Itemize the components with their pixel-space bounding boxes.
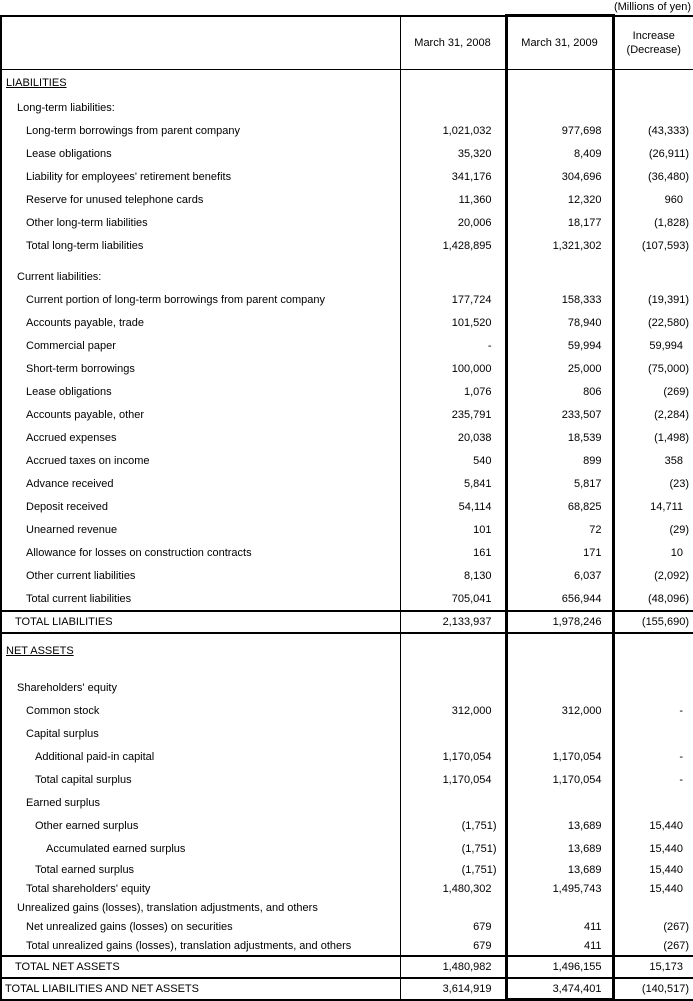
row-label: Liability for employees' retirement benefits — [1, 165, 400, 188]
value-2009: 1,496,155 — [506, 956, 613, 978]
value-2008: 177,724 — [451, 293, 492, 306]
value-change — [613, 668, 693, 676]
value-change: (1,498) — [654, 431, 689, 444]
value-2009: 1,978,246 — [506, 611, 613, 633]
value-change: 15,440 — [649, 819, 683, 832]
value-2009: 411 — [506, 917, 613, 936]
value-2009: 977,698 — [506, 119, 613, 142]
value-2008: 11,360 — [458, 193, 492, 206]
value-change — [613, 257, 693, 265]
value-2009 — [506, 633, 613, 668]
value-2009 — [506, 791, 613, 814]
table-row — [1, 611, 693, 633]
value-2008: 20,038 — [457, 431, 492, 444]
value-change — [613, 722, 693, 745]
value-2008: 1,428,895 — [442, 239, 492, 252]
table-row — [1, 119, 693, 142]
table-row — [1, 96, 693, 119]
table-row — [1, 587, 693, 611]
value-change: 59,994 — [649, 339, 683, 352]
row-label: Current portion of long-term borrowings from parent company — [1, 288, 400, 311]
value-2009: 899 — [506, 449, 613, 472]
value-2009: 411 — [506, 936, 613, 956]
value-2008: 2,133,937 — [400, 611, 506, 633]
row-label: Short-term borrowings — [1, 357, 400, 380]
table-row — [1, 898, 693, 917]
row-label: Common stock — [1, 699, 400, 722]
row-label: Unrealized gains (losses), translation adjustments, and others — [1, 898, 400, 917]
value-2009 — [506, 265, 613, 288]
value-2008 — [400, 791, 506, 814]
row-label: Other earned surplus — [1, 814, 400, 837]
value-2009: 171 — [506, 541, 613, 564]
value-2008 — [400, 722, 506, 745]
column-header-2009: March 31, 2009 — [506, 16, 613, 70]
table-row — [1, 265, 693, 288]
value-2009 — [506, 722, 613, 745]
row-label: Accounts payable, trade — [1, 311, 400, 334]
value-change: (140,517) — [613, 978, 693, 1000]
row-label: Total shareholders' equity — [1, 879, 400, 898]
value-change: 358 — [664, 454, 683, 467]
value-change — [613, 791, 693, 814]
value-2008: 8,130 — [463, 569, 492, 582]
value-2009: 8,409 — [506, 142, 613, 165]
row-label: Shareholders' equity — [1, 676, 400, 699]
row-label: Capital surplus — [1, 722, 400, 745]
value-change: (43,333) — [648, 124, 689, 137]
value-2008 — [400, 70, 506, 97]
table-row — [1, 978, 693, 1000]
value-2008: 101 — [473, 523, 492, 536]
value-2008: - — [487, 339, 492, 352]
table-row — [1, 814, 693, 837]
value-2009: 233,507 — [506, 403, 613, 426]
table-body — [1, 70, 693, 1000]
value-2008: 3,614,919 — [400, 978, 506, 1000]
value-2008: 20,006 — [457, 216, 492, 229]
row-label: Current liabilities: — [1, 265, 400, 288]
row-label: LIABILITIES — [1, 70, 400, 97]
value-change: (2,092) — [654, 569, 689, 582]
table-row — [1, 449, 693, 472]
value-change: (75,000) — [648, 362, 689, 375]
value-2008: 1,170,054 — [442, 750, 492, 763]
row-label: Allowance for losses on construction contracts — [1, 541, 400, 564]
value-2008: 1,021,032 — [442, 124, 492, 137]
value-change: (29) — [669, 523, 689, 536]
value-2008 — [400, 96, 506, 119]
value-change: 960 — [664, 193, 683, 206]
header-row — [1, 16, 693, 70]
value-2008: 540 — [473, 454, 492, 467]
value-2009 — [506, 668, 613, 676]
value-change: 10 — [670, 546, 683, 559]
row-label: TOTAL LIABILITIES — [1, 611, 400, 633]
value-change: 15,440 — [649, 882, 683, 895]
table-row — [1, 211, 693, 234]
table-row — [1, 541, 693, 564]
value-change: 14,711 — [650, 500, 683, 513]
row-label: Reserve for unused telephone cards — [1, 188, 400, 211]
balance-sheet-document — [0, 1, 693, 1001]
value-2009 — [506, 257, 613, 265]
table-row — [1, 495, 693, 518]
value-2008: 679 — [473, 920, 492, 933]
value-2008: 1,480,302 — [442, 882, 492, 895]
value-change: 15,173 — [613, 956, 693, 978]
value-2008: (1,751) — [461, 863, 497, 876]
table-row — [1, 472, 693, 495]
row-label: Accumulated earned surplus — [1, 837, 400, 860]
value-2008 — [400, 676, 506, 699]
table-row — [1, 633, 693, 668]
value-2009: 72 — [506, 518, 613, 541]
value-2009 — [506, 96, 613, 119]
table-row — [1, 426, 693, 449]
table-row — [1, 70, 693, 97]
value-2008: 235,791 — [451, 408, 492, 421]
value-2009: 1,495,743 — [506, 879, 613, 898]
column-header-change: Increase (Decrease) — [613, 16, 693, 70]
value-2009 — [506, 70, 613, 97]
table-row — [1, 288, 693, 311]
value-change: (19,391) — [648, 293, 689, 306]
table-row — [1, 334, 693, 357]
value-2008: 35,320 — [457, 147, 492, 160]
value-2009 — [506, 898, 613, 917]
row-label: Long-term borrowings from parent company — [1, 119, 400, 142]
row-label: Accounts payable, other — [1, 403, 400, 426]
value-2008 — [400, 898, 506, 917]
value-2009: 18,539 — [506, 426, 613, 449]
table-row — [1, 188, 693, 211]
value-change: (155,690) — [613, 611, 693, 633]
row-label — [1, 668, 400, 676]
value-change: (2,284) — [654, 408, 689, 421]
value-2008 — [400, 633, 506, 668]
value-change: (267) — [663, 920, 689, 933]
value-2008: 161 — [473, 546, 492, 559]
unit-note: (Millions of yen) — [613, 1, 691, 13]
value-change: - — [679, 704, 683, 717]
value-2009: 6,037 — [506, 564, 613, 587]
spacer-row — [1, 257, 693, 265]
value-2009: 12,320 — [506, 188, 613, 211]
value-2008: (1,751) — [461, 819, 497, 832]
value-change: (22,580) — [648, 316, 689, 329]
row-label: Additional paid-in capital — [1, 745, 400, 768]
value-2008: 5,841 — [463, 477, 492, 490]
table-row — [1, 768, 693, 791]
value-2008 — [400, 257, 506, 265]
value-2008: 705,041 — [451, 592, 492, 605]
value-change: 15,440 — [649, 863, 683, 876]
value-2008: 1,480,982 — [400, 956, 506, 978]
value-2009 — [506, 676, 613, 699]
balance-sheet-table — [0, 14, 693, 1001]
value-change — [613, 96, 693, 119]
row-label: Advance received — [1, 472, 400, 495]
table-row — [1, 380, 693, 403]
row-label: Lease obligations — [1, 380, 400, 403]
value-2009: 13,689 — [506, 814, 613, 837]
table-row — [1, 234, 693, 257]
row-label: Other current liabilities — [1, 564, 400, 587]
table-row — [1, 956, 693, 978]
row-label: Total unrealized gains (losses), translation adjustments, and others — [1, 936, 400, 956]
row-label: NET ASSETS — [1, 633, 400, 668]
value-2008 — [400, 265, 506, 288]
value-change: 15,440 — [649, 842, 683, 855]
value-2008: 679 — [473, 939, 492, 952]
spacer-row — [1, 668, 693, 676]
value-change — [613, 265, 693, 288]
table-row — [1, 403, 693, 426]
value-2009: 13,689 — [506, 860, 613, 879]
table-row — [1, 837, 693, 860]
row-label: TOTAL NET ASSETS — [1, 956, 400, 978]
row-label: Total current liabilities — [1, 587, 400, 611]
table-row — [1, 142, 693, 165]
table-row — [1, 357, 693, 380]
value-change: (26,911) — [648, 147, 689, 160]
value-2009: 25,000 — [506, 357, 613, 380]
row-label: Net unrealized gains (losses) on securities — [1, 917, 400, 936]
value-change: - — [679, 750, 683, 763]
value-change — [613, 676, 693, 699]
value-2009: 78,940 — [506, 311, 613, 334]
value-2009: 304,696 — [506, 165, 613, 188]
value-2009: 3,474,401 — [506, 978, 613, 1000]
value-change: (48,096) — [648, 592, 689, 605]
value-change — [613, 633, 693, 668]
table-row — [1, 564, 693, 587]
value-2009: 1,170,054 — [506, 768, 613, 791]
table-row — [1, 518, 693, 541]
table-row — [1, 879, 693, 898]
value-change: (1,828) — [654, 216, 689, 229]
value-change: (36,480) — [648, 170, 689, 183]
value-change — [613, 898, 693, 917]
value-2009: 806 — [506, 380, 613, 403]
table-row — [1, 860, 693, 879]
row-label: Commercial paper — [1, 334, 400, 357]
row-label: Total capital surplus — [1, 768, 400, 791]
value-2009: 1,321,302 — [506, 234, 613, 257]
column-header-2008: March 31, 2008 — [400, 16, 506, 70]
value-2009: 59,994 — [506, 334, 613, 357]
value-2008: 341,176 — [451, 170, 492, 183]
row-label: Earned surplus — [1, 791, 400, 814]
row-label: Unearned revenue — [1, 518, 400, 541]
table-row — [1, 311, 693, 334]
row-label: Total long-term liabilities — [1, 234, 400, 257]
value-2008: 1,076 — [463, 385, 492, 398]
value-2008: 54,114 — [458, 500, 492, 513]
table-row — [1, 745, 693, 768]
value-2008: 312,000 — [451, 704, 492, 717]
value-2009: 18,177 — [506, 211, 613, 234]
value-2008: (1,751) — [461, 842, 497, 855]
row-label: Lease obligations — [1, 142, 400, 165]
row-label — [1, 257, 400, 265]
value-change — [613, 70, 693, 97]
value-2009: 656,944 — [506, 587, 613, 611]
value-change: (269) — [663, 385, 689, 398]
row-label: Accrued taxes on income — [1, 449, 400, 472]
value-2009: 5,817 — [506, 472, 613, 495]
value-2008: 101,520 — [451, 316, 492, 329]
value-change: (267) — [663, 939, 689, 952]
value-2009: 158,333 — [506, 288, 613, 311]
value-2009: 13,689 — [506, 837, 613, 860]
value-2009: 312,000 — [506, 699, 613, 722]
table-row — [1, 917, 693, 936]
value-change: (23) — [669, 477, 689, 490]
table-row — [1, 699, 693, 722]
table-row — [1, 936, 693, 956]
table-row — [1, 791, 693, 814]
value-2009: 1,170,054 — [506, 745, 613, 768]
value-change: (107,593) — [641, 239, 689, 252]
row-label: Total earned surplus — [1, 860, 400, 879]
value-2008: 100,000 — [451, 362, 492, 375]
value-2008 — [400, 668, 506, 676]
row-label: Other long-term liabilities — [1, 211, 400, 234]
row-label: Deposit received — [1, 495, 400, 518]
row-label: Accrued expenses — [1, 426, 400, 449]
table-row — [1, 165, 693, 188]
row-label: TOTAL LIABILITIES AND NET ASSETS — [1, 978, 400, 1000]
table-row — [1, 676, 693, 699]
column-header-label — [1, 16, 400, 70]
value-change: - — [679, 773, 683, 786]
value-2008: 1,170,054 — [442, 773, 492, 786]
row-label: Long-term liabilities: — [1, 96, 400, 119]
value-2009: 68,825 — [506, 495, 613, 518]
table-row — [1, 722, 693, 745]
